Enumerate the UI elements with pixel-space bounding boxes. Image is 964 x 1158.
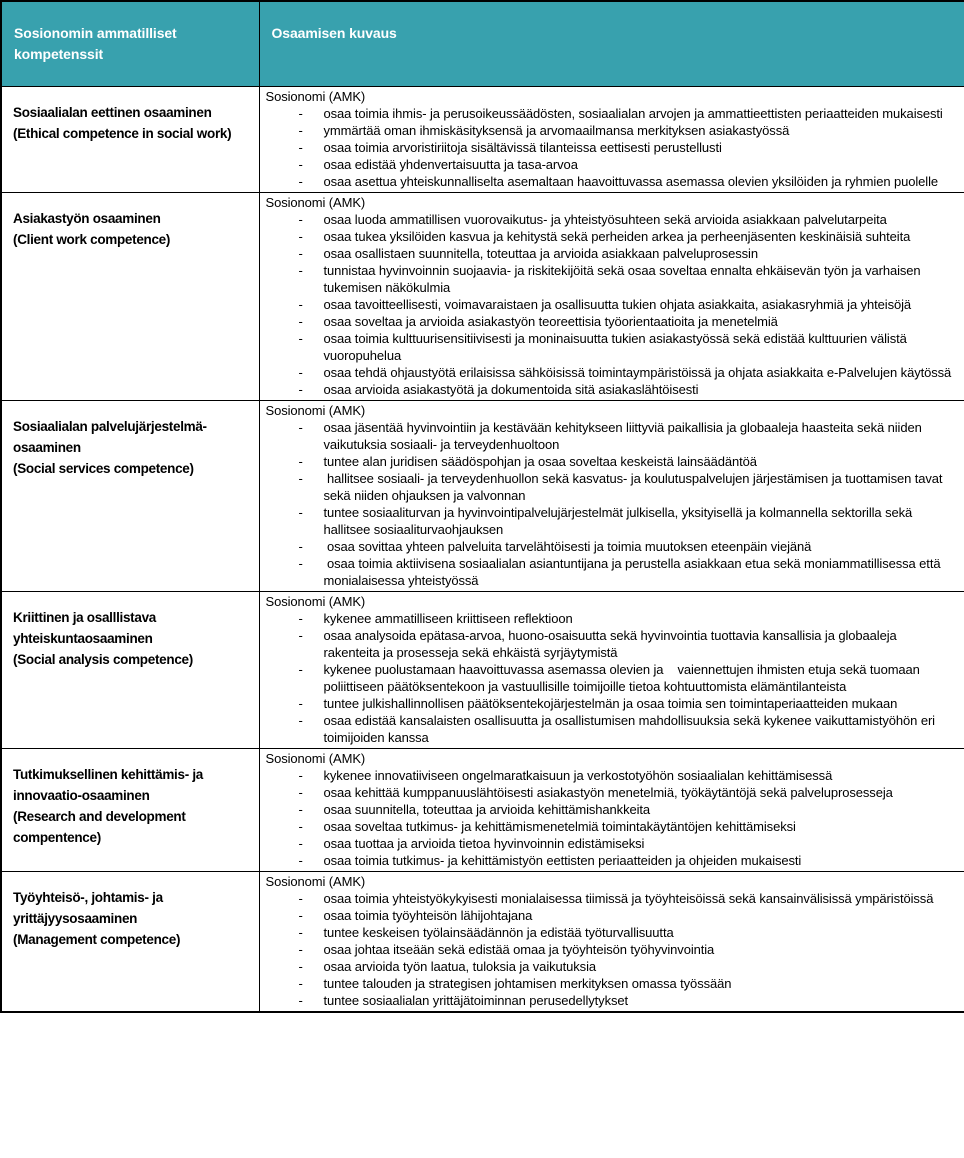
bullet-text: hallitsee sosiaali- ja terveydenhuollon sekä kasvatus- ja koulutuspalvelujen järjestämisen ja tuottamisen tavat sekä niiden ohjauksen ja valvonnan xyxy=(323,470,946,503)
dash-bullet-marker: - xyxy=(298,381,303,397)
dash-bullet-marker: - xyxy=(298,504,303,520)
description-cell xyxy=(259,748,964,871)
bullet-item xyxy=(266,890,956,907)
competence-title-en: (Social analysis competence) xyxy=(13,651,193,667)
bullet-text: osaa tuottaa ja arvioida tietoa hyvinvoinnin edistämiseksi xyxy=(323,835,645,851)
bullet-item xyxy=(266,364,956,381)
bullet-text: osaa asettua yhteiskunnalliselta asemaltaan haavoittuvassa asemassa olevien yksilöiden ja ryhmien puolelle xyxy=(323,173,938,189)
dash-bullet-marker: - xyxy=(298,784,303,800)
bullet-text: osaa sovittaa yhteen palveluita tarvelähtöisesti ja toimia muutoksen eteenpäin viejänä xyxy=(323,538,812,554)
bullet-item xyxy=(266,958,956,975)
bullet-text: osaa edistää yhdenvertaisuutta ja tasa-arvoa xyxy=(323,156,578,172)
bullet-text: osaa soveltaa tutkimus- ja kehittämismenetelmiä toimintakäytäntöjen kehittämiseksi xyxy=(323,818,796,834)
competence-title-fi: Kriittinen ja osalllistava yhteiskuntaosaaminen xyxy=(13,609,157,646)
bullet-item xyxy=(266,767,956,784)
description-cell xyxy=(259,86,964,192)
bullet-text: osaa toimia ihmis- ja perusoikeussäädösten, sosiaalialan arvojen ja ammattieettisten periaatteiden mukaisesti xyxy=(323,105,943,121)
competence-cell xyxy=(1,86,259,192)
bullet-text: osaa toimia työyhteisön lähijohtajana xyxy=(323,907,533,923)
dash-bullet-marker: - xyxy=(298,975,303,991)
bullet-text: osaa tavoitteellisesti, voimavaraistaen ja osallisuutta tukien ohjata asiakkaita, asiakasryhmiä ja yhteisöjä xyxy=(323,296,912,312)
dash-bullet-marker: - xyxy=(298,364,303,380)
dash-bullet-marker: - xyxy=(298,211,303,227)
competence-title-en: (Client work competence) xyxy=(13,231,171,247)
table-row xyxy=(1,400,964,591)
bullet-item xyxy=(266,228,956,245)
bullet-item xyxy=(266,330,956,364)
bullet-text: tuntee julkishallinnollisen päätöksentekojärjestelmän ja osaa toimia sen toimintaperiaatteiden mukaan xyxy=(323,695,898,711)
bullet-item xyxy=(266,453,956,470)
dash-bullet-marker: - xyxy=(298,156,303,172)
bullet-item xyxy=(266,313,956,330)
bullet-text: osaa jäsentää hyvinvointiin ja kestävään kehitykseen liittyviä paikallisia ja globaaleja haasteita sekä niiden vaikutuksia sosiaali- ja terveydenhuoltoon xyxy=(323,419,926,452)
dash-bullet-marker: - xyxy=(298,941,303,957)
bullet-item xyxy=(266,105,956,122)
description-cell xyxy=(259,192,964,400)
degree-label: Sosionomi (AMK) xyxy=(265,873,366,889)
dash-bullet-marker: - xyxy=(298,262,303,278)
bullet-text: osaa suunnitella, toteuttaa ja arvioida kehittämishankkeita xyxy=(323,801,651,817)
dash-bullet-marker: - xyxy=(298,907,303,923)
dash-bullet-marker: - xyxy=(298,419,303,435)
competence-cell xyxy=(1,748,259,871)
dash-bullet-marker: - xyxy=(298,712,303,728)
header-cell-description: Osaamisen kuvaus xyxy=(259,1,964,86)
bullet-item xyxy=(266,852,956,869)
competence-cell xyxy=(1,400,259,591)
bullet-item xyxy=(266,504,956,538)
header-cell-competences: Sosionomin ammatilliset kompetenssit xyxy=(1,1,259,86)
dash-bullet-marker: - xyxy=(298,228,303,244)
dash-bullet-marker: - xyxy=(298,992,303,1008)
bullet-text: osaa soveltaa ja arvioida asiakastyön teoreettisia työorientaatioita ja menetelmiä xyxy=(323,313,778,329)
bullet-item xyxy=(266,122,956,139)
competence-title-en: (Ethical competence in social work) xyxy=(13,125,232,141)
bullet-text: kykenee puolustamaan haavoittuvassa asemassa olevien ja vaiennettujen ihmisten etuja sekä tuomaan poliittiseen päätöksentekoon ja vastuullisille toimijoille tietoa kohtuuttomista elämäntilanteista xyxy=(323,661,924,694)
description-cell xyxy=(259,871,964,1012)
bullet-item xyxy=(266,156,956,173)
bullet-text: osaa toimia arvoristiriitoja sisältävissä tilanteissa eettisesti perustellusti xyxy=(323,139,722,155)
table-row xyxy=(1,192,964,400)
bullet-item xyxy=(266,784,956,801)
dash-bullet-marker: - xyxy=(298,818,303,834)
competence-title-fi: Sosiaalialan eettinen osaaminen xyxy=(13,104,212,120)
competence-title-en: (Research and development compentence) xyxy=(13,808,186,845)
bullet-text: osaa toimia kulttuurisensitiivisesti ja moninaisuutta tukien asiakastyössä sekä edistää kulttuurien välistä vuoropuhelua xyxy=(323,330,911,363)
bullet-item xyxy=(266,801,956,818)
bullet-text: kykenee innovatiiviseen ongelmaratkaisuun ja verkostotyöhön sosiaalialan kehittämisessä xyxy=(323,767,833,783)
table-row xyxy=(1,748,964,871)
dash-bullet-marker: - xyxy=(298,313,303,329)
bullet-item xyxy=(266,381,956,398)
bullet-text: osaa kehittää kumppanuuslähtöisesti asiakastyön menetelmiä, työkäytäntöjä sekä palveluprosesseja xyxy=(323,784,893,800)
bullet-item xyxy=(266,610,956,627)
bullet-item xyxy=(266,818,956,835)
dash-bullet-marker: - xyxy=(298,801,303,817)
competence-cell xyxy=(1,871,259,1012)
bullet-item xyxy=(266,173,956,190)
dash-bullet-marker: - xyxy=(298,835,303,851)
bullet-item xyxy=(266,538,956,555)
competence-title-fi: Sosiaalialan palvelujärjestelmä-osaaminen xyxy=(13,418,207,455)
bullet-item xyxy=(266,975,956,992)
bullet-text: tuntee alan juridisen säädöspohjan ja osaa soveltaa keskeistä lainsäädäntöä xyxy=(323,453,757,469)
competence-title-fi: Tutkimuksellinen kehittämis- ja innovaatio-osaaminen xyxy=(13,766,204,803)
bullet-text: tunnistaa hyvinvoinnin suojaavia- ja riskitekijöitä sekä osaa soveltaa ennalta ehkäisevän työn ja varhaisen tukemisen näkökulmia xyxy=(323,262,925,295)
bullet-text: osaa arvioida asiakastyötä ja dokumentoida sitä asiakaslähtöisesti xyxy=(323,381,699,397)
degree-label: Sosionomi (AMK) xyxy=(265,750,366,766)
bullet-text: osaa tehdä ohjaustyötä erilaisissa sähköisissä toimintaympäristöissä ja ohjata asiakkaita e-Palvelujen käytössä xyxy=(323,364,952,380)
dash-bullet-marker: - xyxy=(298,105,303,121)
bullet-text: osaa osallistaen suunnitella, toteuttaa ja arvioida asiakkaan palveluprosessin xyxy=(323,245,758,261)
table-row xyxy=(1,871,964,1012)
degree-label: Sosionomi (AMK) xyxy=(265,194,366,210)
table-body xyxy=(1,86,964,1012)
degree-label: Sosionomi (AMK) xyxy=(265,88,366,104)
dash-bullet-marker: - xyxy=(298,555,303,571)
bullet-text: osaa tukea yksilöiden kasvua ja kehitystä sekä perheiden arkea ja perheenjäsenten keskinäisiä suhteita xyxy=(323,228,911,244)
bullet-text: ymmärtää oman ihmiskäsityksensä ja arvomaailmansa merkityksen asiakastyössä xyxy=(323,122,790,138)
bullet-item xyxy=(266,296,956,313)
bullet-item xyxy=(266,419,956,453)
bullet-item xyxy=(266,941,956,958)
bullet-text: tuntee sosiaaliturvan ja hyvinvointipalvelujärjestelmät julkisella, yksityisellä ja kolmannella sektorilla sekä hallitsee sosiaaliturvaohjauksen xyxy=(323,504,916,537)
dash-bullet-marker: - xyxy=(298,330,303,346)
dash-bullet-marker: - xyxy=(298,695,303,711)
bullet-text: osaa toimia aktiivisena sosiaalialan asiantuntijana ja perustella asiakkaan etua sekä moniammatillisessa että monialaisessa yhteistyössä xyxy=(323,555,944,588)
bullet-item xyxy=(266,924,956,941)
bullet-text: tuntee keskeisen työlainsäädännön ja edistää työturvallisuutta xyxy=(323,924,674,940)
description-cell xyxy=(259,400,964,591)
dash-bullet-marker: - xyxy=(298,122,303,138)
dash-bullet-marker: - xyxy=(298,173,303,189)
bullet-item xyxy=(266,695,956,712)
bullet-item xyxy=(266,470,956,504)
dash-bullet-marker: - xyxy=(298,661,303,677)
description-cell xyxy=(259,591,964,748)
bullet-text: osaa toimia yhteistyökykyisesti monialaisessa tiimissä ja työyhteisöissä sekä kansainvälisissä ympäristöissä xyxy=(323,890,934,906)
competence-cell xyxy=(1,192,259,400)
degree-label: Sosionomi (AMK) xyxy=(265,593,366,609)
bullet-text: osaa analysoida epätasa-arvoa, huono-osaisuutta sekä hyvinvointia tuottavia kansallisia ja globaaleja rakenteita ja prosesseja sekä ehkäistä syrjäytymistä xyxy=(323,627,901,660)
dash-bullet-marker: - xyxy=(298,538,303,554)
bullet-text: tuntee talouden ja strategisen johtamisen merkityksen omassa työssään xyxy=(323,975,732,991)
bullet-item xyxy=(266,992,956,1009)
bullet-text: osaa luoda ammatillisen vuorovaikutus- ja yhteistyösuhteen sekä arvioida asiakkaan palvelutarpeita xyxy=(323,211,887,227)
dash-bullet-marker: - xyxy=(298,852,303,868)
dash-bullet-marker: - xyxy=(298,627,303,643)
bullet-text: osaa arvioida työn laatua, tuloksia ja vaikutuksia xyxy=(323,958,596,974)
dash-bullet-marker: - xyxy=(298,245,303,261)
bullet-item xyxy=(266,712,956,746)
bullet-item xyxy=(266,627,956,661)
header-row xyxy=(1,1,964,86)
bullet-text: kykenee ammatilliseen kriittiseen reflektioon xyxy=(323,610,573,626)
bullet-text: osaa toimia tutkimus- ja kehittämistyön eettisten periaatteiden ja ohjeiden mukaisesti xyxy=(323,852,802,868)
dash-bullet-marker: - xyxy=(298,470,303,486)
dash-bullet-marker: - xyxy=(298,958,303,974)
competence-title-en: (Social services competence) xyxy=(13,460,194,476)
bullet-item xyxy=(266,245,956,262)
competence-title-en: (Management competence) xyxy=(13,931,181,947)
competence-cell xyxy=(1,591,259,748)
bullet-item xyxy=(266,835,956,852)
bullet-item xyxy=(266,661,956,695)
degree-label: Sosionomi (AMK) xyxy=(265,402,366,418)
bullet-text: tuntee sosiaalialan yrittäjätoiminnan perusedellytykset xyxy=(323,992,629,1008)
dash-bullet-marker: - xyxy=(298,610,303,626)
bullet-item xyxy=(266,262,956,296)
dash-bullet-marker: - xyxy=(298,767,303,783)
bullet-text: osaa johtaa itseään sekä edistää omaa ja työyhteisön työhyvinvointia xyxy=(323,941,715,957)
dash-bullet-marker: - xyxy=(298,924,303,940)
dash-bullet-marker: - xyxy=(298,139,303,155)
bullet-item xyxy=(266,555,956,589)
table-row xyxy=(1,591,964,748)
bullet-item xyxy=(266,211,956,228)
dash-bullet-marker: - xyxy=(298,296,303,312)
dash-bullet-marker: - xyxy=(298,890,303,906)
dash-bullet-marker: - xyxy=(298,453,303,469)
bullet-item xyxy=(266,907,956,924)
competence-title-fi: Työyhteisö-, johtamis- ja yrittäjyysosaaminen xyxy=(13,889,163,926)
competence-title-fi: Asiakastyön osaaminen xyxy=(13,210,161,226)
table-row xyxy=(1,86,964,192)
bullet-item xyxy=(266,139,956,156)
bullet-text: osaa edistää kansalaisten osallisuutta ja osallistumisen mahdollisuuksia sekä kykenee vaikuttamistyöhön eri toimijoiden kanssa xyxy=(323,712,939,745)
